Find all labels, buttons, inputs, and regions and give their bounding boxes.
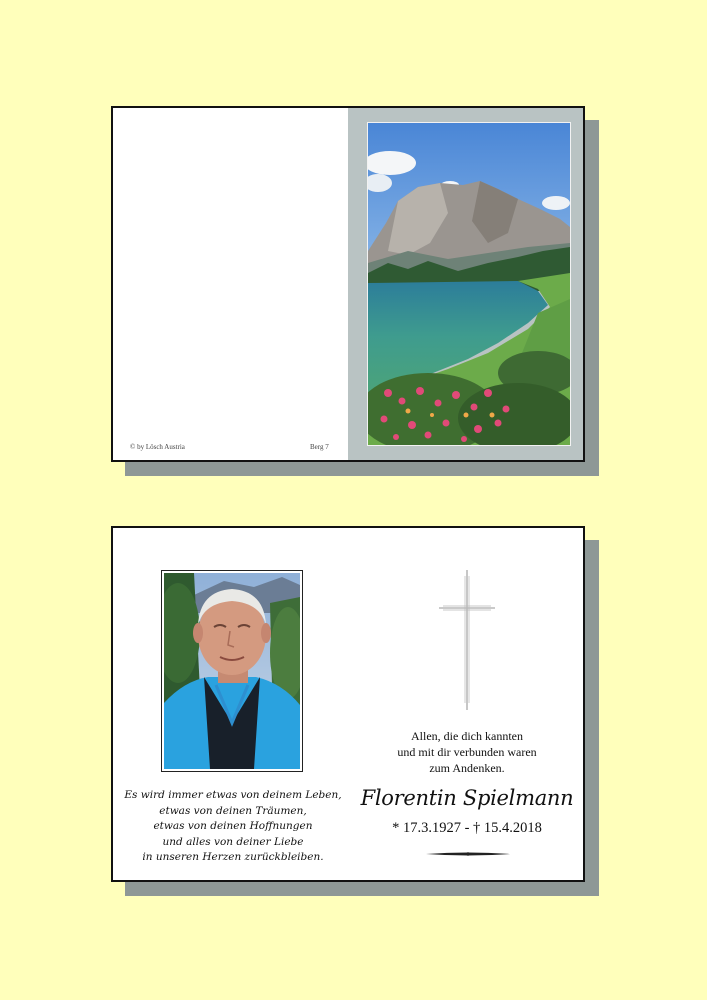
- life-dates: * 17.3.1927 - † 15.4.2018: [392, 820, 542, 836]
- copyright-notice: © by Lösch Austria: [130, 443, 185, 451]
- poem-line: Es wird immer etwas von deinem Leben,: [124, 789, 342, 801]
- poem-line: etwas von deinen Träumen,: [159, 804, 307, 817]
- dedication-line: Allen, die dich kannten: [411, 729, 523, 743]
- divider-ornament: [426, 850, 510, 858]
- poem-line: etwas von deinen Hoffnungen: [153, 820, 313, 832]
- dedication-text: [348, 728, 585, 776]
- card-front-picture-panel: [348, 108, 585, 460]
- cross-icon: [437, 568, 497, 713]
- portrait-photo: [164, 573, 300, 769]
- poem-line: und alles von deiner Liebe: [162, 835, 304, 848]
- dedication-line: und mit dir verbunden waren: [397, 745, 537, 759]
- memorial-card-front: [111, 106, 585, 462]
- portrait-photo-frame: [161, 570, 303, 772]
- poem-line: in unseren Herzen zurückbleiben.: [142, 851, 324, 863]
- memorial-poem: [123, 788, 343, 866]
- design-number: Berg 7: [310, 443, 329, 451]
- dedication-line: zum Andenken.: [429, 761, 505, 775]
- mountain-lake-photo: [367, 122, 571, 446]
- deceased-name: Florentin Spielmann: [360, 786, 574, 810]
- memorial-card-inside: [111, 526, 585, 882]
